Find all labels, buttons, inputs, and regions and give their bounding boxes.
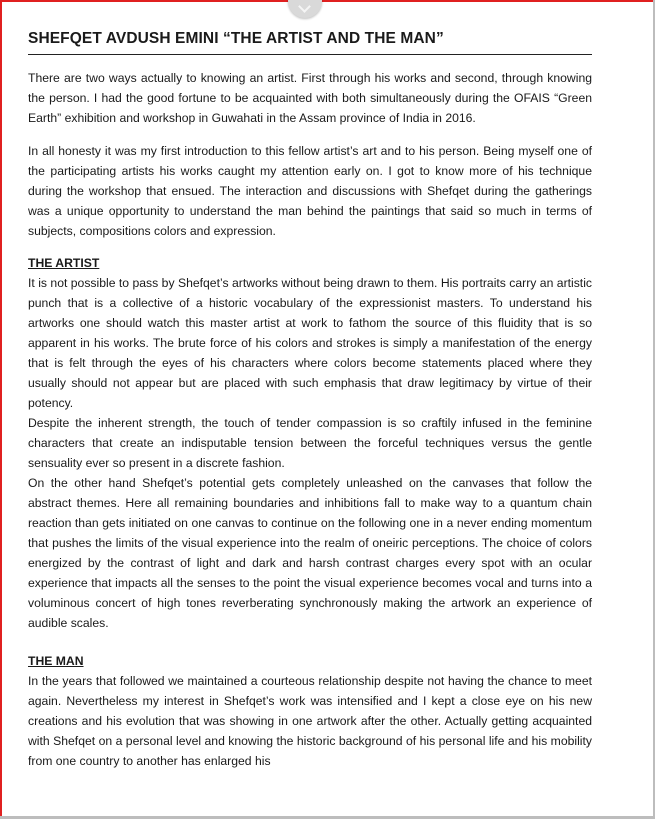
- intro-paragraph-2: In all honesty it was my first introduction to this fellow artist’s art and to his person. Being myself one of the participating artists his works caught my attention early on. I got to know more of his technique during the workshop that ensued. The interaction and discussions with Shefqet during the gatherings was a unique opportunity to understand the man behind the paintings that said so much in terms of subjects, compositions colors and expression.: [28, 144, 592, 238]
- intro-paragraph-1: There are two ways actually to knowing an artist. First through his works and second, through knowing the person. I had the good fortune to be acquainted with both simultaneously during the OFAIS “Green Earth” exhibition and workshop in Guwahati in the Assam province of India in 2016.: [28, 71, 592, 125]
- artist-paragraph-3: On the other hand Shefqet’s potential gets completely unleashed on the canvases that follow the abstract themes. Here all remaining boundaries and inhibitions fall to make way to a quantum chain reaction than gets initiated on one canvas to continue on the following one in a never ending momentum that pushes the limits of the visual experience into the realm of oneiric perceptions. The choice of colors energized by the contrast of light and dark and harsh contrast charges every spot with an ocular experience that impacts all the senses to the point the visual experience becomes vocal and turns into a voluminous concert of high tones reverberating synchronously making the artwork an experience of audible scales.: [28, 476, 592, 630]
- section-heading-the-man: THE MAN: [28, 654, 84, 668]
- document-page: [28, 30, 592, 771]
- section-heading-the-artist: THE ARTIST: [28, 256, 100, 270]
- document-title: SHEFQET AVDUSH EMINI “THE ARTIST AND THE MAN”: [28, 30, 592, 55]
- artist-paragraph-2: Despite the inherent strength, the touch of tender compassion is so craftily infused in the feminine characters that create an indisputable tension between the forceful techniques versus the gentle sensuality ever so present in a discrete fashion.: [28, 416, 592, 470]
- man-paragraph-1: In the years that followed we maintained a courteous relationship despite not having the chance to meet again. Nevertheless my interest in Shefqet’s work was intensified and I kept a close eye on his new creations and his evolution that was showing in one artwork after the other. Actually getting acquainted with Shefqet on a personal level and knowing the historic background of his personal life and his mobility from one country to another has enlarged his: [28, 674, 592, 768]
- artist-paragraph-1: It is not possible to pass by Shefqet’s artworks without being drawn to them. His portraits carry an artistic punch that is a collective of a historic vocabulary of the expressionist masters. To understand his artworks one should watch this master artist at work to fathom the source of this fluidity that is so apparent in his works. The brute force of his colors and strokes is simply a manifestation of the energy that is felt through the eyes of his characters where colors become statements placed where they usually should not appear but are placed with such emphasis that draw legitimacy by virtue of their potency.: [28, 276, 592, 410]
